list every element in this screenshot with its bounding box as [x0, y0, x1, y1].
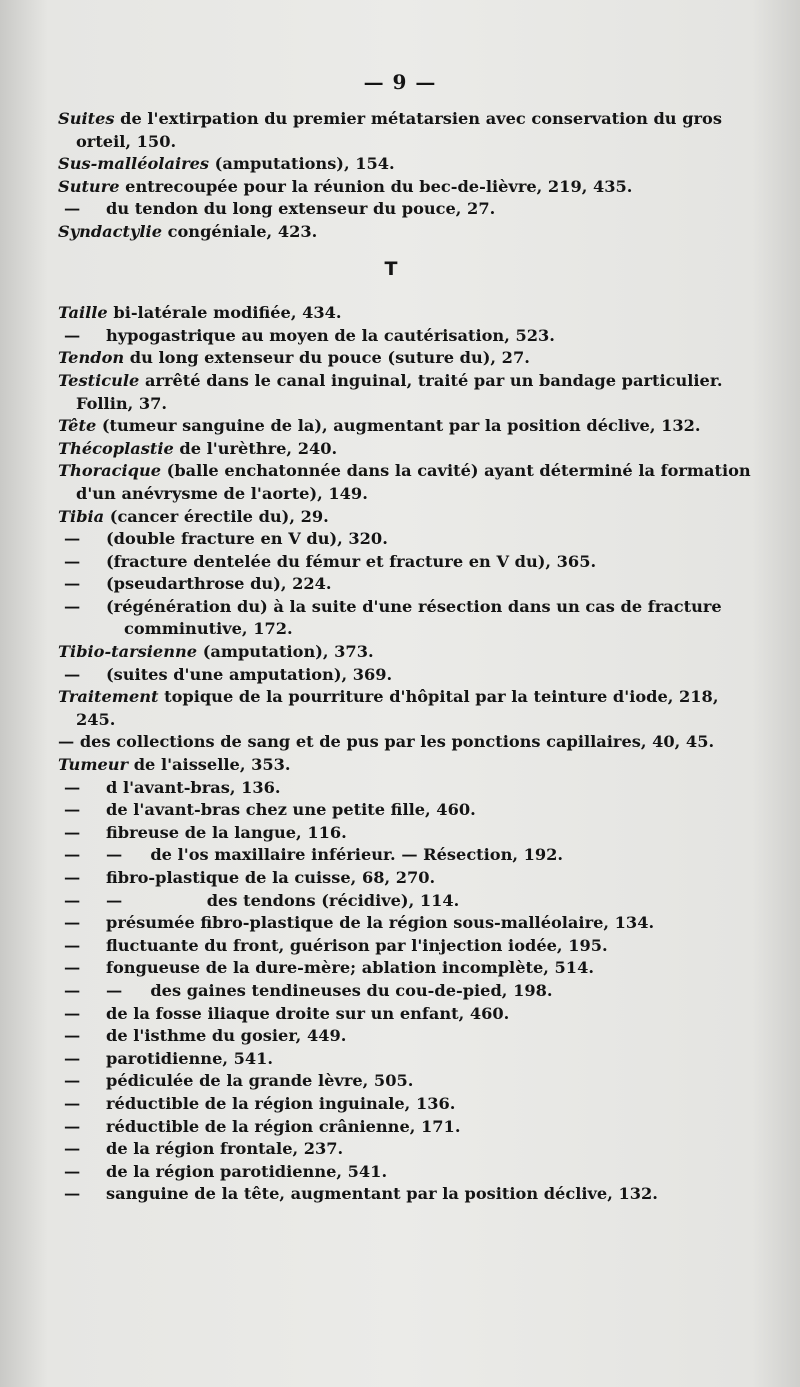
ditto-dash: — — [64, 980, 81, 1000]
ditto-dash: — — [64, 1139, 81, 1159]
index-entry — [58, 641, 724, 664]
entry-headword: Testicule — [58, 370, 140, 390]
index-entry — [58, 506, 724, 529]
entry-headword: Suites — [58, 109, 115, 128]
index-entry — [58, 176, 724, 199]
sub-entry: — des collections de sang et de pus par les ponctions capillaires, 40, 45. — [58, 732, 715, 752]
ditto-dash: — — [64, 890, 81, 910]
index-column — [58, 108, 751, 1206]
index-entry — [58, 460, 751, 483]
sub-entry — [58, 1183, 724, 1206]
page-number: — 9 — — [363, 70, 437, 94]
entry-text: entrecoupée pour la réunion du bec-de-lièvre, 219, 435. — [119, 176, 633, 196]
entry-text: (cancer érectile du), 29. — [104, 506, 329, 526]
ditto-dash: — — [64, 1116, 81, 1136]
index-entry — [58, 438, 724, 461]
ditto-dash: — — [64, 664, 81, 684]
ditto-dash: — — [64, 1161, 81, 1181]
sub-entry — [58, 664, 724, 687]
sub-entry-text: réductible de la région inguinale, 136. — [106, 1093, 456, 1113]
section-letter: T — [384, 257, 398, 280]
ditto-dash: — — [64, 845, 81, 865]
sub-entry-text: présumée fibro-plastique de la région sous-malléolaire, 134. — [106, 913, 655, 933]
sub-entry-text: de la région parotidienne, 541. — [106, 1161, 388, 1181]
entry-text: de l'aisselle, 353. — [128, 755, 291, 775]
sub-entry-text: fibreuse de la langue, 116. — [106, 822, 347, 842]
sub-entry — [58, 957, 724, 980]
sub-entry — [58, 1048, 724, 1071]
ditto-dash: — — [64, 1048, 81, 1068]
sub-entry-text: fibro-plastique de la cuisse, 68, 270. — [106, 868, 436, 887]
index-entries-s — [58, 108, 724, 244]
sub-entry — [58, 822, 724, 845]
ditto-dash: — — [64, 529, 81, 549]
ditto-dash: — — [64, 325, 81, 345]
sub-entry-text: (double fracture en V du), 320. — [106, 529, 388, 549]
sub-entry-text: pédiculée de la grande lèvre, 505. — [106, 1071, 414, 1091]
sub-entry — [58, 573, 724, 596]
sub-entry-text: — de l'os maxillaire inférieur. — Résection, 192. — [106, 845, 564, 865]
sub-entry-text: — des gaines tendineuses du cou-de-pied, 198. — [106, 980, 553, 1000]
ditto-dash: — — [64, 822, 81, 842]
entry-text: bi-latérale modifiée, 434. — [107, 303, 342, 323]
sub-entry — [58, 1161, 724, 1184]
sub-sub-entry — [58, 980, 724, 1003]
sub-entry-text: d l'avant-bras, 136. — [106, 777, 281, 797]
ditto-dash: — — [64, 913, 81, 933]
entry-headword: Taille — [58, 303, 108, 323]
sub-entry — [58, 528, 724, 551]
sub-entry-text: de la fosse iliaque droite sur un enfant, 460. — [106, 1003, 510, 1023]
sub-entry-text: fongueuse de la dure-mère; ablation incomplète, 514. — [106, 958, 594, 978]
ditto-dash: — — [64, 551, 81, 571]
sub-entry — [58, 198, 724, 221]
entry-text: de l'extirpation du premier métatarsien avec conservation du gros — [114, 109, 722, 128]
entry-headword: Tendon — [58, 348, 125, 368]
index-entry — [58, 686, 724, 709]
entry-continuation: comminutive, 172. — [124, 619, 293, 639]
sub-entry-text: réductible de la région crânienne, 171. — [106, 1116, 461, 1136]
sub-entry — [58, 1070, 724, 1093]
index-entry — [58, 153, 724, 176]
entry-headword: Syndactylie — [58, 221, 163, 241]
index-entry — [58, 754, 724, 777]
sub-entry-text: de l'avant-bras chez une petite fille, 460. — [106, 800, 476, 820]
sub-entry-text: hypogastrique au moyen de la cautérisation, 523. — [106, 325, 555, 345]
entry-continuation: d'un anévrysme de l'aorte), 149. — [76, 483, 368, 503]
ditto-dash: — — [64, 1184, 81, 1204]
sub-entry-text: du tendon du long extenseur du pouce, 27. — [106, 199, 496, 219]
ditto-dash: — — [64, 1093, 81, 1113]
ditto-dash: — — [64, 958, 81, 978]
entry-headword: Tumeur — [58, 755, 129, 775]
sub-entry — [58, 1003, 724, 1026]
sub-entry — [58, 596, 724, 619]
sub-entry-text: de l'isthme du gosier, 449. — [106, 1026, 347, 1046]
index-entry — [58, 108, 724, 131]
sub-entry-text: (pseudarthrose du), 224. — [106, 574, 332, 594]
entry-text: de l'urèthre, 240. — [173, 438, 338, 458]
sub-entry — [58, 1138, 724, 1161]
index-entry — [58, 221, 724, 244]
entry-headword: Tibio-tarsienne — [58, 642, 198, 662]
entry-continuation: orteil, 150. — [76, 131, 177, 151]
sub-entry-text: sanguine de la tête, augmentant par la position déclive, 132. — [106, 1184, 658, 1204]
ditto-dash: — — [64, 800, 81, 820]
ditto-dash: — — [64, 777, 81, 797]
entry-headword: Tête — [58, 416, 97, 436]
sub-entry-text: — des tendons (récidive), 114. — [106, 890, 460, 910]
sub-entry-text: (suites d'une amputation), 369. — [106, 664, 393, 684]
sub-entry — [58, 867, 724, 890]
entry-text: (amputations), 154. — [209, 154, 395, 174]
sub-entry-text: parotidienne, 541. — [106, 1048, 274, 1068]
entry-continuation: 245. — [76, 709, 116, 729]
sub-entry — [58, 777, 724, 800]
index-entry — [58, 302, 724, 325]
entry-text: topique de la pourriture d'hôpital par la teinture d'iode, 218, — [158, 687, 719, 707]
entry-headword: Traitement — [58, 687, 159, 707]
index-entry — [58, 347, 724, 370]
ditto-dash: — — [64, 868, 81, 887]
index-entry — [58, 370, 724, 393]
ditto-dash: — — [64, 574, 81, 594]
sub-sub-entry — [58, 844, 724, 867]
sub-sub-entry — [58, 890, 724, 913]
ditto-dash: — — [64, 596, 81, 616]
ditto-dash: — — [64, 1003, 81, 1023]
entry-text: congéniale, 423. — [162, 221, 318, 241]
sub-entry-text: (régénération du) à la suite d'une résection dans un cas de fracture — [106, 596, 722, 616]
entry-headword: Sus-malléolaires — [58, 154, 210, 174]
sub-entry — [58, 935, 724, 958]
entry-headword: Thoracique — [58, 461, 162, 481]
sub-entry — [58, 799, 724, 822]
sub-entry — [58, 325, 724, 348]
entry-continuation: Follin, 37. — [76, 393, 168, 413]
sub-entry — [58, 551, 724, 574]
sub-entry — [58, 1025, 724, 1048]
index-entries-t — [58, 302, 751, 1206]
sub-entry-text: de la région frontale, 237. — [106, 1139, 344, 1159]
index-entry — [58, 415, 724, 438]
entry-text: du long extenseur du pouce (suture du), 27. — [124, 348, 530, 368]
entry-text: (amputation), 373. — [197, 642, 374, 662]
sub-entry — [58, 1093, 724, 1116]
sub-entry — [58, 912, 724, 935]
sub-entry-text: fluctuante du front, guérison par l'injection iodée, 195. — [106, 935, 608, 955]
ditto-dash: — — [64, 1071, 81, 1091]
sub-entry — [58, 1116, 724, 1139]
ditto-dash: — — [64, 1026, 81, 1046]
ditto-dash: — — [64, 199, 81, 219]
entry-text: arrêté dans le canal inguinal, traité par un bandage particulier. — [139, 370, 723, 390]
ditto-dash: — — [64, 935, 81, 955]
entry-headword: Thécoplastie — [58, 438, 174, 458]
entry-headword: Tibia — [58, 506, 105, 526]
sub-entry-text: (fracture dentelée du fémur et fracture en V du), 365. — [106, 551, 597, 571]
entry-headword: Suture — [58, 176, 120, 196]
entry-text: (balle enchatonnée dans la cavité) ayant déterminé la formation — [161, 461, 751, 481]
entry-text: (tumeur sanguine de la), augmentant par la position déclive, 132. — [96, 416, 701, 436]
